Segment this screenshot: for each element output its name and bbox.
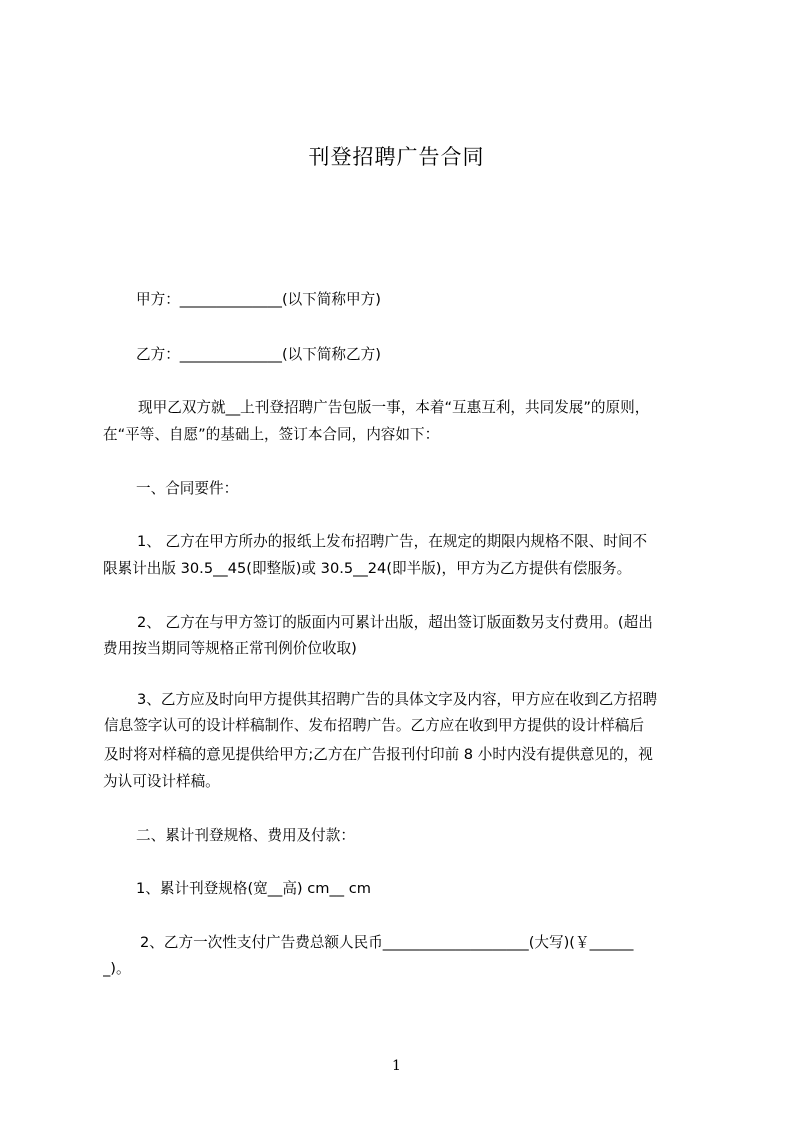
document-title: 刊登招聘广告合同 (308, 145, 485, 169)
section-heading-contract-requirements: 一、合同要件： (136, 480, 239, 497)
clause-paragraph-line: 2、 乙方在与甲方签订的版面内可累计出版，超出签订版面数另支付费用。(超出 (137, 614, 653, 631)
party-b-line: 乙方：______________(以下简称乙方) (136, 346, 381, 363)
section-heading-specs-fees-payment: 二、累计刊登规格、费用及付款： (136, 827, 355, 844)
clause-paragraph-line: 限累计出版 30.5__45(即整版)或 30.5__24(即半版)，甲方为乙方提供有偿服务。 (103, 560, 632, 577)
clause-paragraph-line: 费用按当期同等规格正常刊例价位收取) (103, 640, 357, 657)
clause-paragraph-line: 信息签字认可的设计样稿制作、发布招聘广告。乙方应在收到甲方提供的设计样稿后 (104, 717, 644, 734)
clause-paragraph-line: 及时将对样稿的意见提供给甲方;乙方在广告报刊付印前 8 小时内没有提供意见的，视 (104, 746, 653, 763)
intro-paragraph-line: 在“平等、自愿”的基础上，签订本合同，内容如下： (103, 426, 440, 443)
clause-paragraph-line: 为认可设计样稿。 (103, 773, 220, 790)
party-a-line: 甲方：______________(以下简称甲方) (136, 291, 381, 308)
clause-paragraph-line: 3、乙方应及时向甲方提供其招聘广告的具体文字及内容，甲方应在收到乙方招聘 (137, 691, 658, 708)
clause-paragraph-line: _)。 (103, 960, 131, 977)
clause-paragraph-line: 1、 乙方在甲方所办的报纸上发布招聘广告，在规定的期限内规格不限、时间不 (137, 533, 648, 550)
intro-paragraph-line: 现甲乙双方就__上刊登招聘广告包版一事，本着“互惠互利，共同发展”的原则， (138, 399, 650, 416)
clause-paragraph-line: 1、累计刊登规格(宽__高) cm__ cm (136, 880, 371, 897)
page-number: 1 (392, 1058, 401, 1074)
clause-paragraph-line: 2、乙方一次性支付广告费总额人民币____________________(大写)(￥______ (140, 934, 634, 951)
